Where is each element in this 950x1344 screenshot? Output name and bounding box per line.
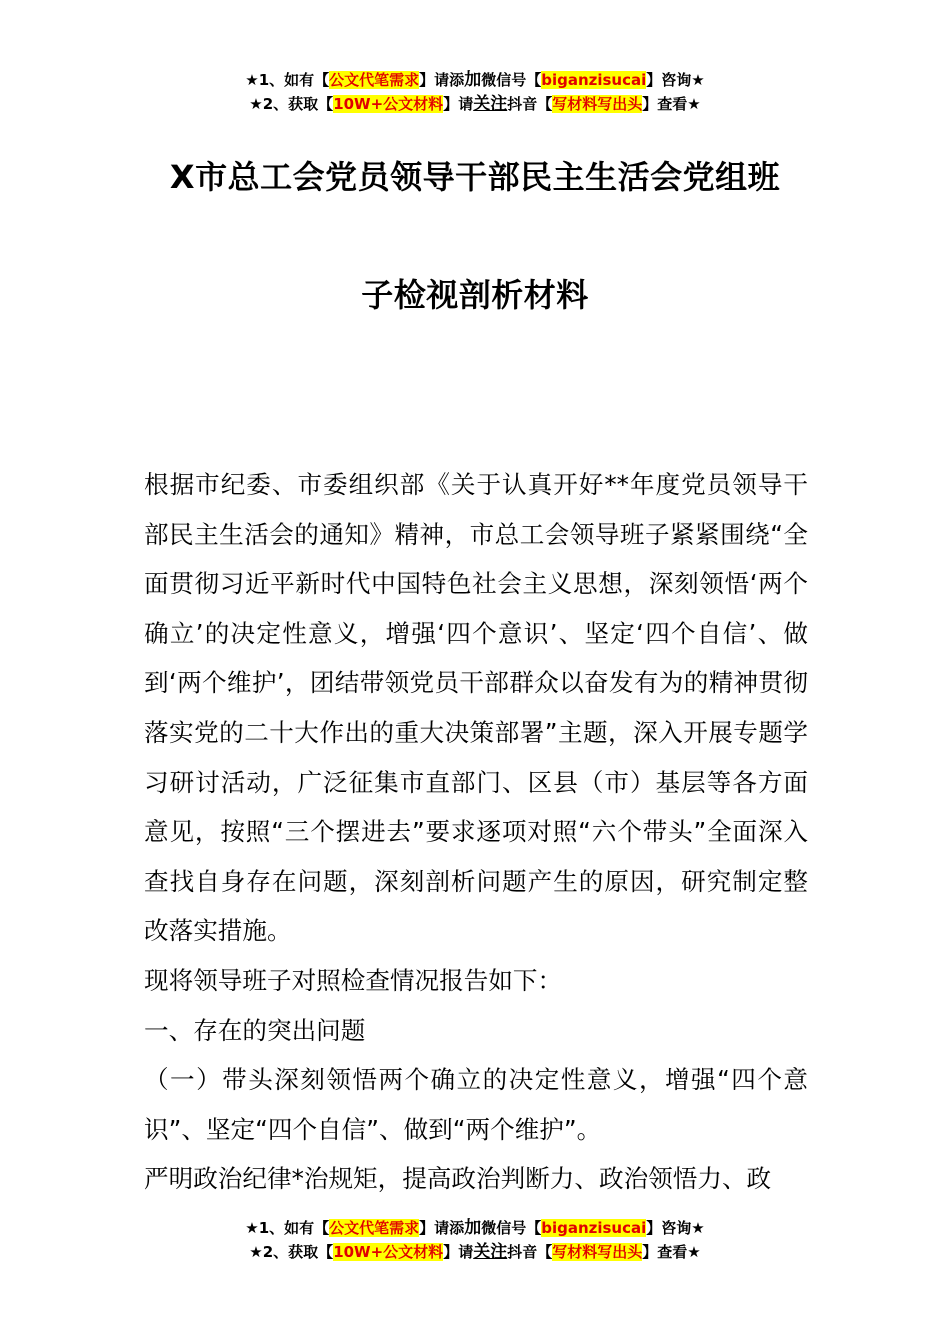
wechat-id-highlight: biganzisucai [541, 71, 647, 89]
promo-line-2 [0, 1240, 950, 1264]
promo-highlight: 10W+公文材料 [333, 95, 444, 113]
section-heading: 一、存在的突出问题 [144, 1015, 366, 1045]
wechat-id-highlight: biganzisucai [541, 1219, 647, 1237]
promo-text: 】请添 [419, 71, 465, 89]
paragraph-report-intro: 现将领导班子对照检查情况报告如下： [144, 965, 563, 995]
promo-line-1 [0, 1216, 950, 1240]
promo-text: ★1、如有【 [245, 1219, 330, 1237]
promo-text: 加 [464, 1218, 482, 1238]
promo-text: 】查看★ [642, 1243, 701, 1261]
promo-text: 】请添 [419, 1219, 465, 1237]
promo-text: 微信号【 [481, 71, 542, 89]
douyin-id-highlight: 写材料写出头 [552, 95, 643, 113]
promo-highlight: 公文代笔需求 [329, 71, 420, 89]
promo-text: 加 [464, 70, 482, 90]
promo-text: 】请 [443, 1243, 474, 1261]
promo-text: 微信号【 [481, 1219, 542, 1237]
document-title-line-1: X市总工会党员领导干部民主生活会党组班 [169, 158, 781, 196]
promo-text: 】咨询★ [646, 1219, 705, 1237]
promo-text: ★2、获取【 [249, 95, 334, 113]
document-body [144, 460, 808, 1204]
promo-text: 抖音【 [507, 95, 553, 113]
promo-text: ★2、获取【 [249, 1243, 334, 1261]
promo-line-2 [0, 92, 950, 116]
document-title-line-2: 子检视剖析材料 [361, 276, 589, 314]
promo-highlight: 10W+公文材料 [333, 1243, 444, 1261]
douyin-id-highlight: 写材料写出头 [552, 1243, 643, 1261]
promo-highlight: 公文代笔需求 [329, 1219, 420, 1237]
promo-banner-top [0, 68, 950, 116]
promo-text: 关注 [473, 1242, 508, 1262]
paragraph-intro: 根据市纪委、市委组织部《关于认真开好**年度党员领导干部民主生活会的通知》精神，市总工会领导班子紧紧围绕“全面贯彻习近平新时代中国特色社会主义思想，深刻领悟‘两个确立’的决定性意义，增强‘四个意识’、坚定‘四个自信’、做到‘两个维护’，团结带领党员干部群众以奋发有为的精神贯彻落实党的二十大作出的重大决策部署”主题，深入开展专题学习研讨活动，广泛征集市直部门、区县（市）基层等各方面意见，按照“三个摆进去”要求逐项对照“六个带头”全面深入查找自身存在问题，深刻剖析问题产生的原因，研究制定整改落实措施。 [144, 470, 808, 946]
promo-text: 】查看★ [642, 95, 701, 113]
paragraph-body: 严明政治纪律*治规矩，提高政治判断力、政治领悟力、政 [144, 1164, 772, 1194]
promo-line-1 [0, 68, 950, 92]
promo-text: 】请 [443, 95, 474, 113]
promo-text: 】咨询★ [646, 71, 705, 89]
subsection-heading: （一）带头深刻领悟两个确立的决定性意义，增强“四个意识”、坚定“四个自信”、做到“两个维护”。 [144, 1065, 808, 1144]
promo-banner-bottom [0, 1216, 950, 1264]
promo-text: 抖音【 [507, 1243, 553, 1261]
promo-text: ★1、如有【 [245, 71, 330, 89]
promo-text: 关注 [473, 94, 508, 114]
